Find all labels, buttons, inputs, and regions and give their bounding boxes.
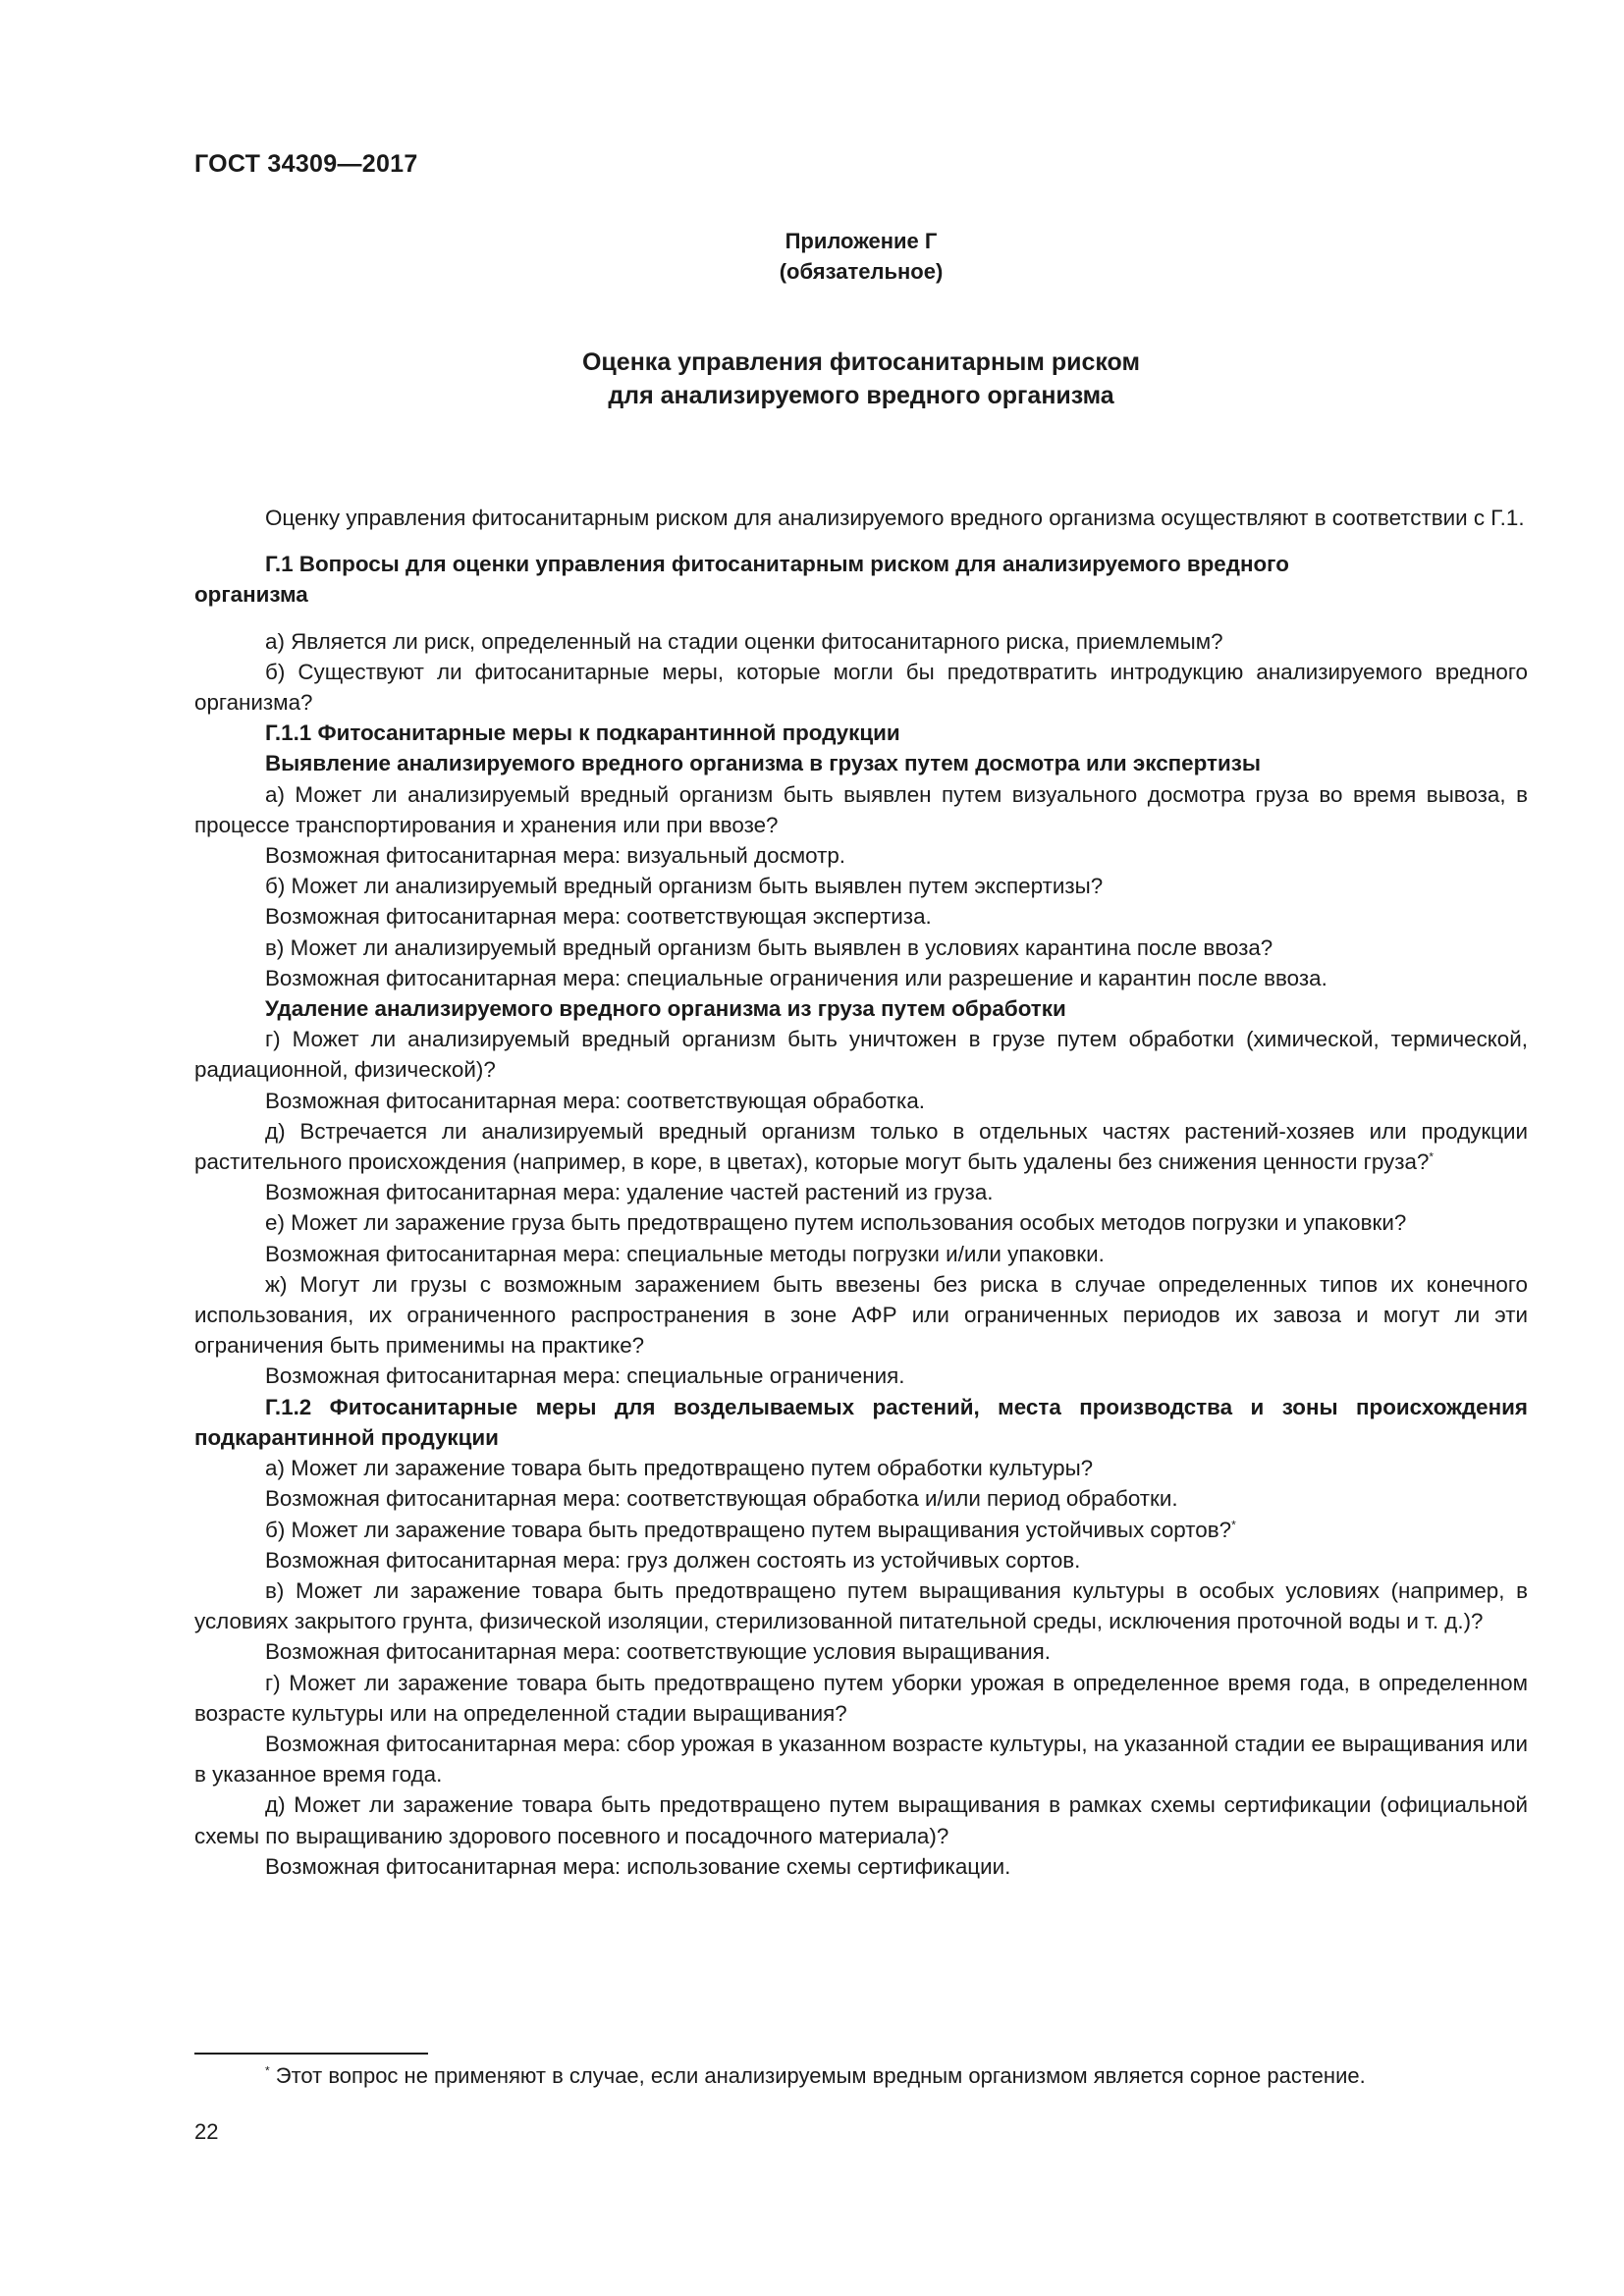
document-body (194, 503, 1528, 1882)
title-line-1: Оценка управления фитосанитарным риском (581, 348, 1140, 376)
g11-question-e: е) Может ли заражение груза быть предотвращено путем использования особых методов погрузки и упаковки? (265, 1210, 1407, 1236)
g12-question-a: а) Может ли заражение товара быть предотвращено путем обработки культуры? (265, 1456, 1094, 1481)
section-g11-heading: Г.1.1 Фитосанитарные меры к подкарантинной продукции (265, 721, 900, 746)
g12-measure-v: Возможная фитосанитарная мера: соответствующие условия выращивания. (265, 1639, 1052, 1665)
g11-question-b: б) Может ли анализируемый вредный организм быть выявлен путем экспертизы? (265, 874, 1104, 899)
g11-measure-g: Возможная фитосанитарная мера: соответствующая обработка. (265, 1088, 926, 1113)
g11-question-v: в) Может ли анализируемый вредный организм быть выявлен в условиях карантина после ввоза? (265, 934, 1273, 960)
footnote-reference: * (1429, 1149, 1435, 1164)
g11-question-zh: ж) Могут ли грузы с возможным заражением быть ввезены без риска в случае определенных типов их конечного использования, их ограниченного распространения в зоне АФР или ограниченных периодов их завоза и могут ли эти ограничения быть применимы на практике? (194, 1271, 1528, 1359)
section-g1-heading: Г.1 Вопросы для оценки управления фитосанитарным риском для анализируемого вредного организма (194, 552, 1289, 608)
section-g12-heading: Г.1.2 Фитосанитарные меры для возделываемых растений, места производства и зоны происхождения подкарантинной продукции (194, 1394, 1528, 1450)
g11-measure-a: Возможная фитосанитарная мера: визуальный досмотр. (265, 843, 846, 869)
g12-measure-d: Возможная фитосанитарная мера: использование схемы сертификации. (265, 1853, 1011, 1879)
g12-question-g: г) Может ли заражение товара быть предотвращено путем уборки урожая в определенное время года, в определенном возрасте культуры или на определенной стадии выращивания? (194, 1670, 1528, 1726)
page-number: 22 (194, 2119, 219, 2144)
g11-measure-e: Возможная фитосанитарная мера: специальные методы погрузки и/или упаковки. (265, 1241, 1105, 1266)
intro-paragraph: Оценку управления фитосанитарным риском для анализируемого вредного организма осуществляют в соответствии с Г.1. (265, 506, 1525, 530)
footnote (265, 2061, 1528, 2091)
appendix-status: (обязательное) (779, 259, 944, 284)
g12-measure-g: Возможная фитосанитарная мера: сбор урожая в указанном возрасте культуры, на указанной стадии ее выращивания или в указанное время года. (194, 1731, 1528, 1788)
footnote-text: Этот вопрос не применяют в случае, если анализируемым вредным организмом является сорное растение. (269, 2063, 1366, 2088)
appendix-title (194, 346, 1528, 412)
g12-question-d: д) Может ли заражение товара быть предотвращено путем выращивания в рамках схемы сертификации (официальной схемы по выращиванию здорового посевного и посадочного материала)? (194, 1792, 1528, 1848)
g12-measure-b: Возможная фитосанитарная мера: груз должен состоять из устойчивых сортов. (265, 1547, 1081, 1573)
g11-question-d (194, 1116, 1528, 1177)
footnote-reference: * (1231, 1518, 1236, 1532)
g11-measure-b: Возможная фитосанитарная мера: соответствующая экспертиза. (265, 904, 932, 930)
g11-subheading-inspection: Выявление анализируемого вредного организма в грузах путем досмотра или экспертизы (265, 751, 1261, 776)
document-page (194, 0, 1528, 2296)
g11-question-g: г) Может ли анализируемый вредный организм быть уничтожен в грузе путем обработки (химической, термической, радиационной, физической)? (194, 1027, 1528, 1083)
footnote-divider (194, 2053, 428, 2055)
g12-question-v: в) Может ли заражение товара быть предотвращено путем выращивания культуры в особых условиях (например, в условиях закрытого грунта, физической изоляции, стерилизованной питательной среды, исключения проточной воды и т. д.)? (194, 1577, 1528, 1634)
g12-measure-a: Возможная фитосанитарная мера: соответствующая обработка и/или период обработки. (265, 1486, 1178, 1512)
footnote-mark: * (265, 2063, 270, 2078)
g11-measure-zh: Возможная фитосанитарная мера: специальные ограничения. (265, 1363, 905, 1389)
g11-measure-d: Возможная фитосанитарная мера: удаление частей растений из груза. (265, 1180, 994, 1205)
g11-question-a: а) Может ли анализируемый вредный организм быть выявлен путем визуального досмотра груза во время вывоза, в процессе транспортирования и хранения или при ввозе? (194, 781, 1528, 837)
g11-question-d-text: д) Встречается ли анализируемый вредный организм только в отдельных частях растений-хозяев или продукции растительного происхождения (например, в коре, в цветах), которые могут быть удалены без снижения ценности груза? (194, 1118, 1528, 1175)
g12-question-b-text: б) Может ли заражение товара быть предотвращено путем выращивания устойчивых сортов? (265, 1517, 1232, 1542)
appendix-heading (194, 226, 1528, 287)
appendix-label: Приложение Г (785, 229, 938, 253)
title-line-2: для анализируемого вредного организма (608, 382, 1114, 409)
standard-code: ГОСТ 34309—2017 (194, 150, 418, 178)
g1-item-a: а) Является ли риск, определенный на стадии оценки фитосанитарного риска, приемлемым? (265, 628, 1223, 654)
g11-measure-v: Возможная фитосанитарная мера: специальные ограничения или разрешение и карантин после ввоза. (265, 965, 1327, 990)
g1-item-b: б) Существуют ли фитосанитарные меры, которые могли бы предотвратить интродукцию анализируемого вредного организма? (194, 659, 1528, 716)
g12-question-b (194, 1515, 1528, 1545)
g11-subheading-treatment: Удаление анализируемого вредного организма из груза путем обработки (265, 996, 1066, 1022)
